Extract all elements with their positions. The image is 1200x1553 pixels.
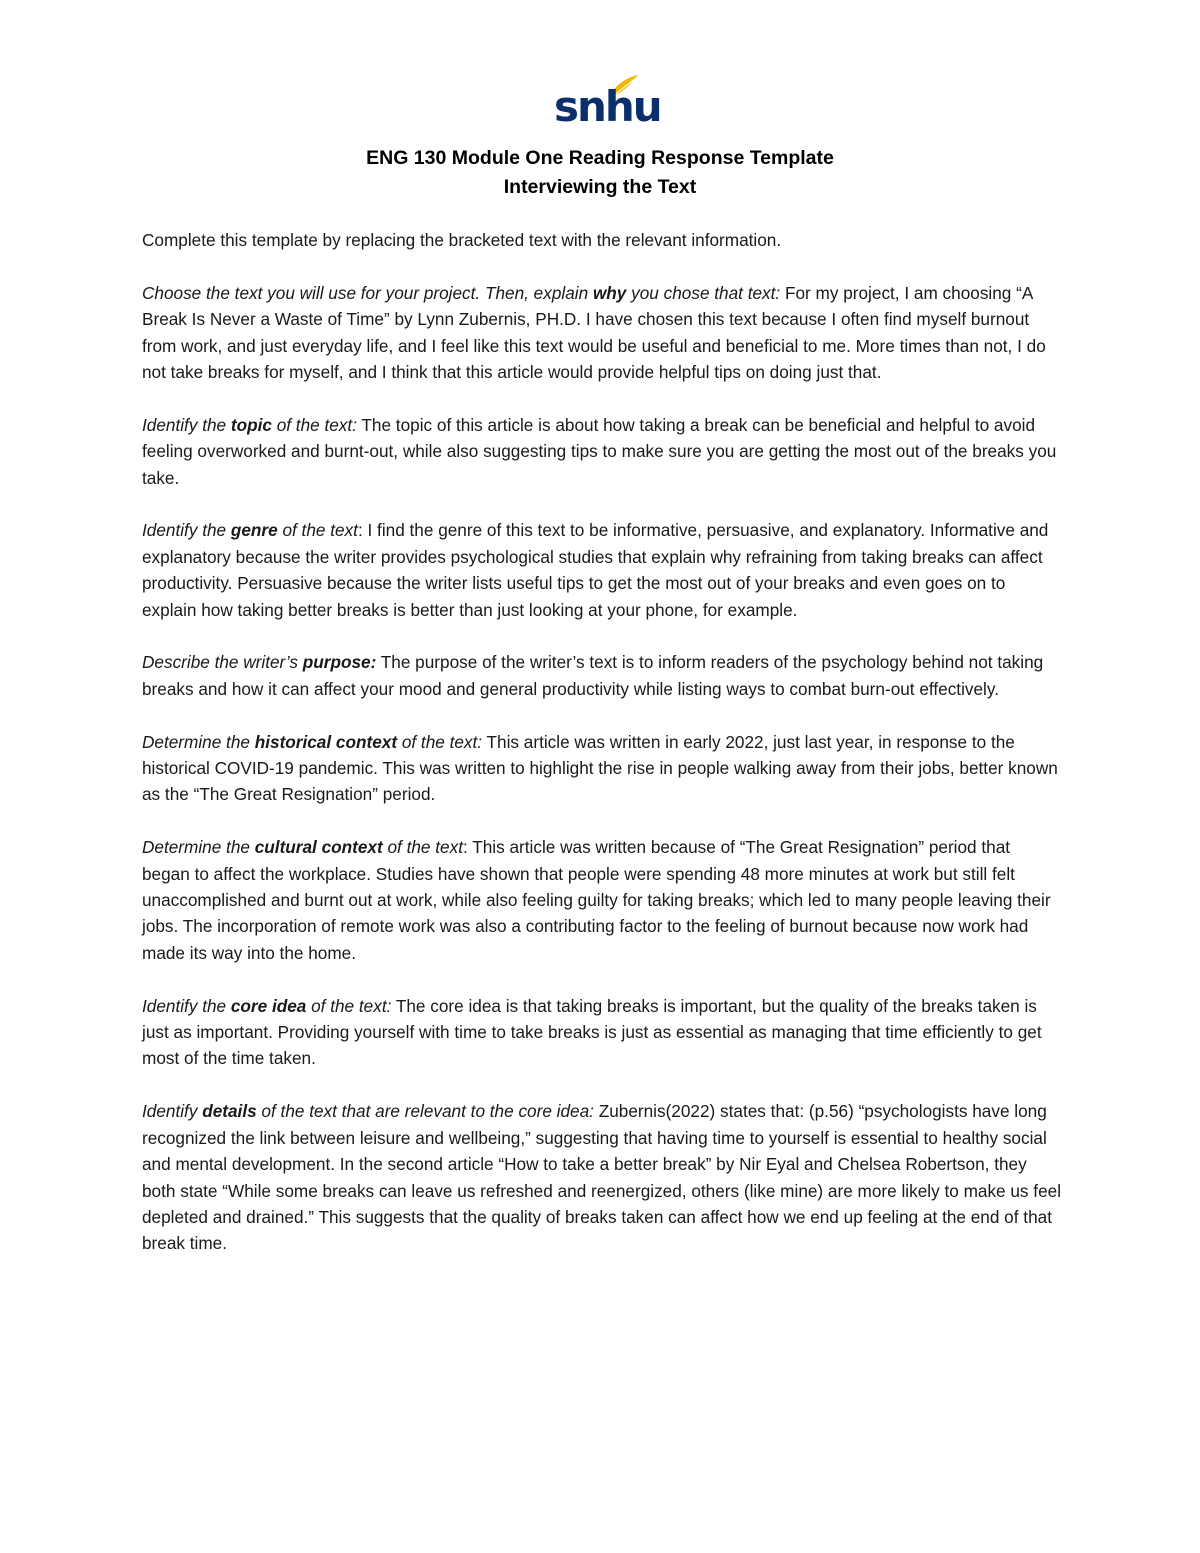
question-prompt: Identify the topic of the text: <box>142 414 357 435</box>
answer-text: The core idea is that taking breaks is important, but the quality of the breaks taken is just as important. Providing yourself with time to take breaks is just as essential as managing that time efficiently to get most of the time taken. <box>142 995 1042 1069</box>
question-prompt: Determine the cultural context of the text <box>142 837 463 858</box>
question-prompt: Identify the genre of the text <box>142 520 358 541</box>
answer-text: The purpose of the writer’s text is to inform readers of the psychology behind not taking breaks and how it can affect your mood and general productivity while listing ways to combat burn-out effectively. <box>142 652 1044 699</box>
answer-text: For my project, I am choosing “A Break Is Never a Waste of Time” by Lynn Zubernis, PH.D. I have chosen this text because I often find myself burnout from work, and just everyday life, and I feel like this text would be useful and beneficial to me. More times than not, I do not take breaks for myself, and I think that this article would provide helpful tips on doing just that. <box>142 282 1046 383</box>
section-historical-context <box>142 729 1062 808</box>
section-details <box>142 1098 1062 1256</box>
question-prompt: Determine the historical context of the text: <box>142 731 483 752</box>
section-core-idea <box>142 993 1062 1072</box>
question-prompt: Identify the core idea of the text: <box>142 995 392 1016</box>
title-line-2: Interviewing the Text <box>503 176 697 198</box>
answer-text: The topic of this article is about how taking a break can be beneficial and helpful to avoid feeling overworked and burnt-out, while also suggesting tips to make sure you are getting the most out of the breaks you take. <box>142 414 1057 488</box>
question-prompt: Choose the text you will use for your project. Then, explain why you chose that text: <box>142 282 781 303</box>
document-body <box>142 227 1062 1283</box>
title-line-1: ENG 130 Module One Reading Response Template <box>366 147 834 169</box>
answer-text: This article was written in early 2022, just last year, in response to the historical COVID-19 pandemic. This was written to highlight the rise in people walking away from their jobs, better known as the “The Great Resignation” period. <box>142 731 1058 805</box>
question-prompt: Describe the writer’s purpose: <box>142 652 377 673</box>
answer-text: : I find the genre of this text to be informative, persuasive, and explanatory. Informative and explanatory because the writer provides psychological studies that explain why refraining from taking breaks can affect productivity. Persuasive because the writer lists useful tips to get the most out of your breaks and even goes on to explain how taking better breaks is better than just looking at your phone, for example. <box>142 520 1049 620</box>
section-choose <box>142 280 1062 386</box>
question-prompt: Identify details of the text that are relevant to the core idea: <box>142 1101 594 1122</box>
section-purpose <box>142 649 1062 702</box>
logo-text: snhu <box>554 82 661 131</box>
section-topic <box>142 412 1062 491</box>
document-title <box>0 144 1200 202</box>
instructions: Complete this template by replacing the bracketed text with the relevant information. <box>142 230 782 250</box>
snhu-logo <box>554 74 661 134</box>
answer-text: Zubernis(2022) states that: (p.56) “psychologists have long recognized the link between leisure and wellbeing,” suggesting that having time to yourself is essential to healthy social and mental development. In the second article “How to take a better break” by Nir Eyal and Chelsea Robertson, they both state “While some breaks can leave us refreshed and reenergized, others (like mine) are more likely to make us feel depleted and drained.” This suggests that the quality of breaks taken can affect how we end up feeling at the end of that break time. <box>142 1101 1062 1254</box>
section-genre <box>142 517 1062 623</box>
answer-text: : This article was written because of “The Great Resignation” period that began to affect the workplace. Studies have shown that people were spending 48 more minutes at work but still felt unaccomplished and burnt out at work, while also feeling guilty for taking breaks; which led to many people leaving their jobs. The incorporation of remote work was also a contributing factor to the feeling of burnout because now work had made its way into the home. <box>142 837 1051 963</box>
section-cultural-context <box>142 834 1062 966</box>
